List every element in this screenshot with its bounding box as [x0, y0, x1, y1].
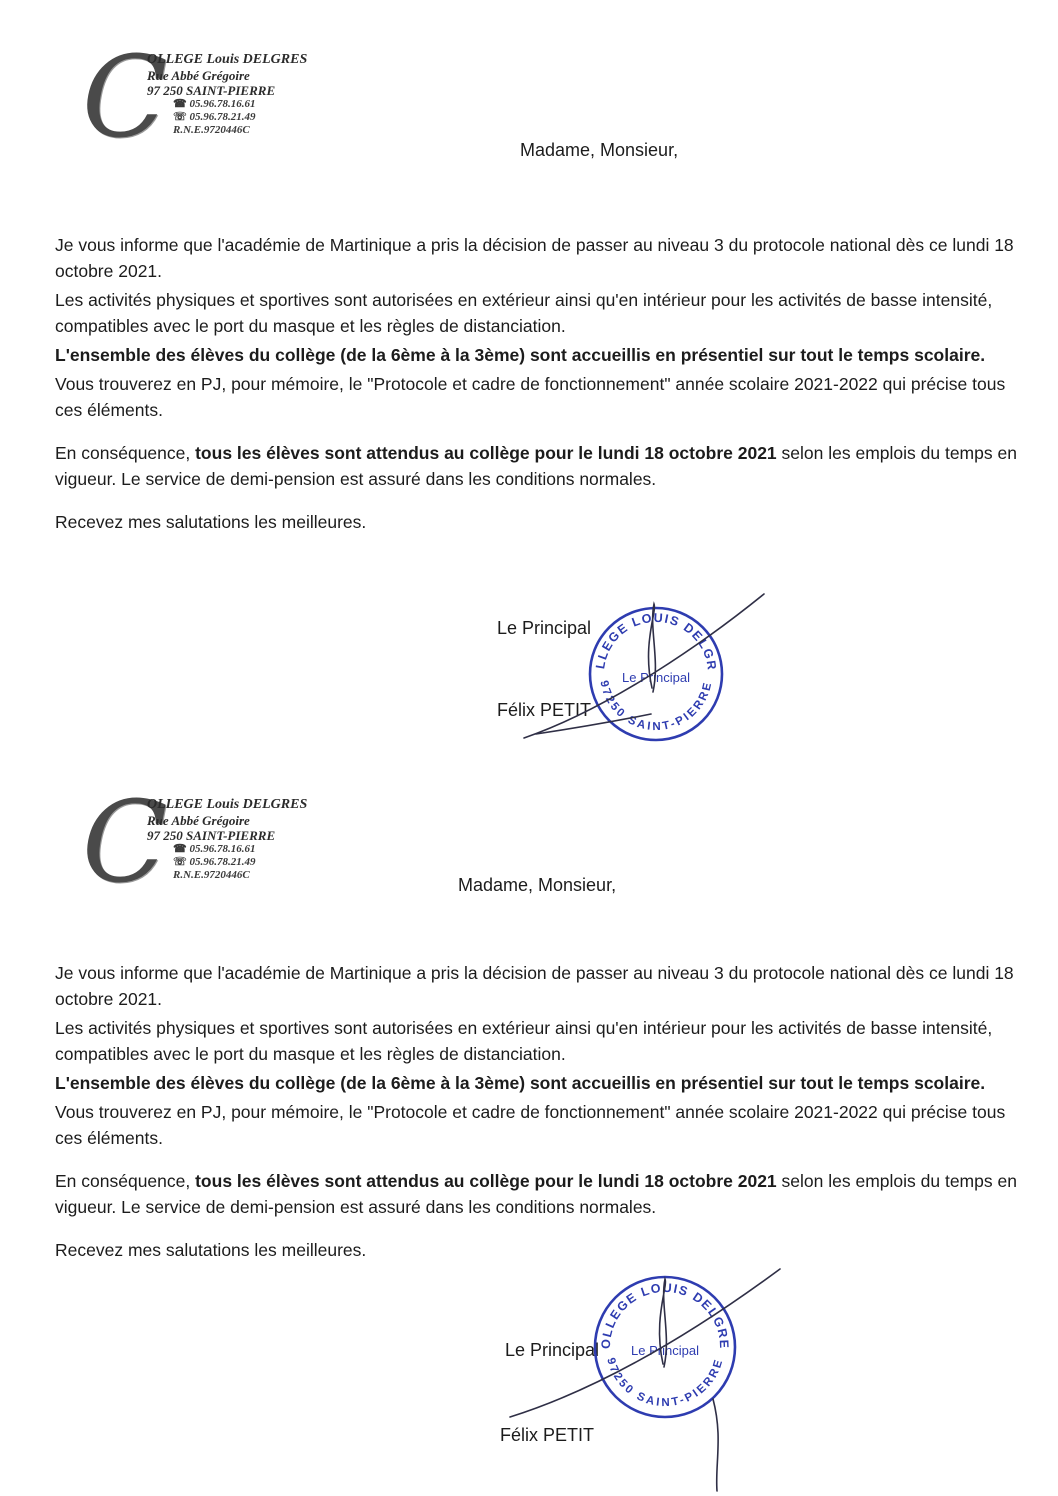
school-fax: 05.96.78.21.49	[189, 856, 256, 868]
stamp-top-arc-text: COLLEGE LOUIS DELGRES	[559, 1248, 732, 1350]
stamp-top-arc-text: COLLEGE LOUIS DELGRES	[550, 575, 720, 673]
school-phone-line	[147, 98, 307, 111]
paragraph-1: Je vous informe que l'académie de Martinique a pris la décision de passer au niveau 3 du protocole national dès ce lundi 18 octobre 2021.	[55, 235, 1014, 281]
phone-icon: ☎	[173, 843, 187, 855]
school-fax: 05.96.78.21.49	[189, 111, 256, 123]
school-fax-line	[147, 111, 307, 124]
paragraph-5	[55, 1168, 1025, 1220]
letter-body	[55, 960, 1025, 1266]
letterhead-text	[147, 797, 307, 882]
paragraph-6: Recevez mes salutations les meilleures.	[55, 1240, 367, 1260]
school-rne: R.N.E.9720446C	[173, 869, 250, 881]
paragraph-6: Recevez mes salutations les meilleures.	[55, 512, 367, 532]
paragraph-3: L'ensemble des élèves du collège (de la 6ème à la 3ème) sont accueillis en présentiel sur tout le temps scolaire.	[55, 345, 986, 365]
signature-title: Le Principal	[505, 1340, 600, 1360]
paragraph-5	[55, 440, 1025, 492]
paragraph-1: Je vous informe que l'académie de Martinique a pris la décision de passer au niveau 3 du protocole national dès ce lundi 18 octobre 2021.	[55, 963, 1014, 1009]
letter-copy-2	[0, 745, 1058, 1496]
school-city: 97 250 SAINT-PIERRE	[147, 83, 276, 98]
letter-copy-1	[0, 0, 1058, 745]
school-logo-letter: C	[82, 778, 168, 908]
signature-stroke-descender	[713, 1399, 718, 1491]
salutation: Madame, Monsieur,	[458, 875, 617, 895]
stamp-bottom-arc-text: 97250 SAINT-PIERRE	[597, 679, 715, 734]
signature-title: Le Principal	[497, 618, 592, 638]
principal-stamp	[559, 1248, 805, 1459]
stamp-bottom-arc-text: 97250 SAINT-PIERRE	[604, 1356, 726, 1410]
phone-icon: ☎	[173, 98, 187, 110]
paragraph-4: Vous trouverez en PJ, pour mémoire, le "Protocole et cadre de fonctionnement" année scolaire 2021-2022 qui précise tous ces éléments.	[55, 374, 1006, 420]
stamp-center-text: Le Principal	[622, 670, 690, 685]
school-city: 97 250 SAINT-PIERRE	[147, 828, 276, 843]
school-rne: R.N.E.9720446C	[173, 124, 250, 136]
paragraph-5-end: selon les emplois du temps en vigueur. Le service de demi-pension est assuré dans les conditions normales.	[55, 1171, 1017, 1217]
fax-icon: ☏	[173, 856, 187, 868]
paragraph-5-bold: tous les élèves sont attendus au collège pour le lundi 18 octobre 2021	[195, 443, 777, 463]
paragraph-2: Les activités physiques et sportives sont autorisées en extérieur ainsi qu'en intérieur pour les activités de basse intensité, compatibles avec le port du masque et les règles de distanciation.	[55, 290, 993, 336]
school-phone: 05.96.78.16.61	[189, 843, 256, 855]
school-name: OLLEGE Louis DELGRES	[147, 52, 308, 67]
letter-body	[55, 232, 1025, 538]
school-phone-line	[147, 843, 307, 856]
school-name: OLLEGE Louis DELGRES	[147, 797, 308, 812]
paragraph-3: L'ensemble des élèves du collège (de la 6ème à la 3ème) sont accueillis en présentiel sur tout le temps scolaire.	[55, 1073, 986, 1093]
paragraph-5-bold: tous les élèves sont attendus au collège pour le lundi 18 octobre 2021	[195, 1171, 777, 1191]
school-logo-letter: C	[82, 33, 168, 163]
paragraph-5-end: selon les emplois du temps en vigueur. Le service de demi-pension est assuré dans les conditions normales.	[55, 443, 1017, 489]
paragraph-5-start: En conséquence,	[55, 443, 196, 463]
school-street: Rue Abbé Grégoire	[147, 813, 250, 828]
letterhead-text	[147, 52, 307, 137]
paragraph-4: Vous trouverez en PJ, pour mémoire, le "Protocole et cadre de fonctionnement" année scolaire 2021-2022 qui précise tous ces éléments.	[55, 1102, 1006, 1148]
school-fax-line	[147, 856, 307, 869]
signature-name: Félix PETIT	[497, 700, 592, 720]
school-street: Rue Abbé Grégoire	[147, 68, 250, 83]
fax-icon: ☏	[173, 111, 187, 123]
signature-name: Félix PETIT	[500, 1425, 595, 1445]
salutation: Madame, Monsieur,	[520, 140, 679, 160]
school-phone: 05.96.78.16.61	[189, 98, 256, 110]
stamp-center-text: Le Principal	[631, 1343, 699, 1358]
paragraph-5-start: En conséquence,	[55, 1171, 196, 1191]
paragraph-2: Les activités physiques et sportives sont autorisées en extérieur ainsi qu'en intérieur pour les activités de basse intensité, compatibles avec le port du masque et les règles de distanciation.	[55, 1018, 993, 1064]
